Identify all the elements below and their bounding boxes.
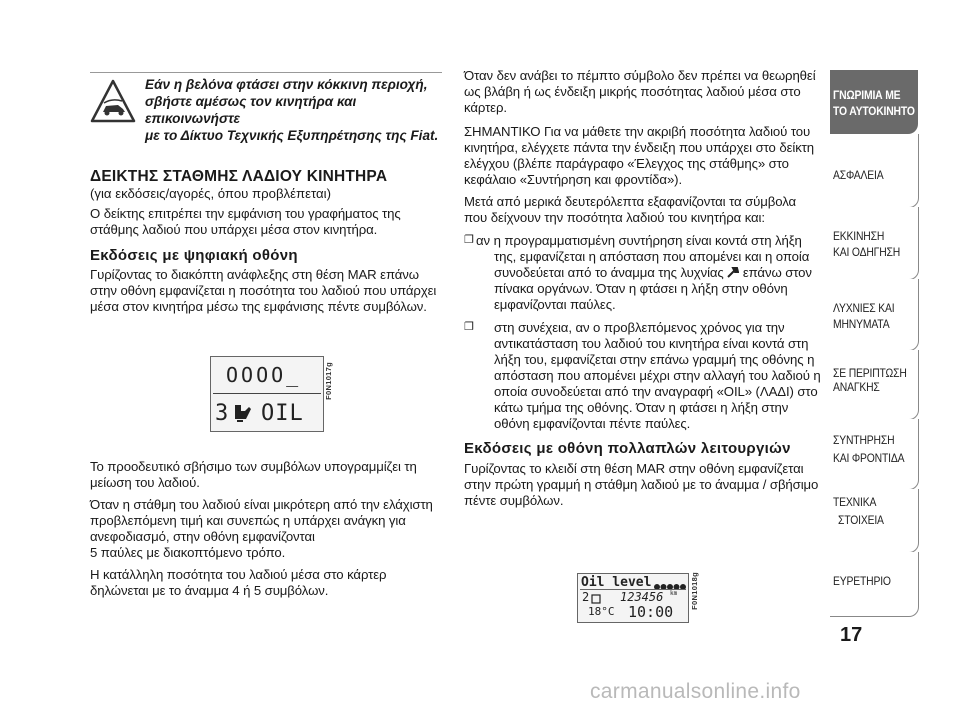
bullet-marker: ❐ (464, 234, 474, 246)
display-temperature: 18°C (588, 605, 615, 618)
text-line: πέντε συμβόλων. (464, 493, 564, 508)
wrench-icon (727, 265, 739, 280)
text-line-with-icon (476, 265, 826, 281)
tab-label: ΤΟ ΑΥΤΟΚΙΝΗΤΟ (833, 104, 915, 118)
page-number: 17 (840, 624, 863, 646)
tab-label: ΣΥΝΤΗΡΗΣΗ (833, 433, 895, 447)
text-line: στη συνέχεια, αν ο προβλεπόμενος χρόνος για την (494, 320, 785, 335)
text-line: εμφανίζονται παύλες. (494, 297, 616, 312)
text-line: Όταν δεν ανάβει το πέμπτο σύμβολο δεν πρέπει να θεωρηθεί (464, 68, 816, 83)
display-odometer: 123456 (620, 590, 664, 604)
text-line: ως βλάβη ή ως ένδειξη μικρής ποσότητας λαδιού μέσα στο (464, 84, 801, 99)
digital-line: Γυρίζοντας το διακόπτη ανάφλεξης στη θέση MAR επάνω (90, 267, 419, 282)
text-line: ελέγχου (βλέπε παράγραφο «Έλεγχος της στάθμης» στο (464, 156, 789, 171)
text-span: συνοδεύεται από το άναμμα της λυχνίας (494, 265, 724, 280)
tab-label: ΣΕ ΠΕΡΙΠΤΩΣΗ (833, 366, 907, 380)
digital-line: στην οθόνη εμφανίζεται η ποσότητα του λαδιού που υπάρχει (90, 283, 437, 298)
text-line: που δείχνουν την ποσότητα λαδιού του κινητήρα και: (464, 210, 765, 225)
text-line: αν η προγραμματισμένη συντήρηση είναι κοντά στη λήξη (476, 233, 802, 248)
intro-line: στάθμης λαδιού που υπάρχει μέσα στον κινητήρα. (90, 222, 378, 237)
multifunction-paragraph (464, 461, 824, 509)
text-line: Το προοδευτικό σβήσιμο των συμβόλων υπογραμμίζει τη (90, 459, 417, 474)
text-line: λήξη του, εμφανίζεται στην επάνω γραμμή της οθόνης η (494, 352, 815, 367)
tab-label: ΑΣΦΑΛΕΙΑ (833, 168, 884, 182)
tab-label: ΓΝΩΡΙΜΙΑ ΜΕ (833, 88, 901, 102)
sidebar-tab-starting-driving[interactable] (830, 207, 919, 280)
display-gear: 2 (582, 590, 590, 604)
text-line: δηλώνεται με το άναμμα 4 ή 5 συμβόλων. (90, 583, 329, 598)
text-span: επάνω στον (742, 265, 812, 280)
tab-label: ΕΚΚΙΝΗΣΗ (833, 229, 885, 243)
display-level-number: 3 (215, 401, 229, 426)
text-line: της, εμφανίζεται η απόσταση που απομένει και η οποία (494, 249, 810, 264)
divider-line (90, 72, 442, 73)
fifth-symbol-paragraph (464, 68, 824, 116)
text-line: κεφάλαιο «Συντήρηση και φροντίδα»). (464, 172, 683, 187)
text-line: αντικατάσταση του λαδιού του κινητήρα είναι κοντά στη (494, 336, 809, 351)
figure-code: F0N1018g (690, 572, 699, 610)
digital-line: μέσα στον κινητήρα μέσω της εμφάνισης πέντε συμβόλων. (90, 299, 427, 314)
text-line: μείωση του λαδιού. (90, 475, 200, 490)
sidebar-tab-lights-messages[interactable] (830, 279, 919, 351)
text-line: οθόνη εμφανίζονται πέντε παύλες. (494, 416, 691, 431)
after-seconds-paragraph (464, 194, 824, 226)
warning-line-1: Εάν η βελόνα φτάσει στην κόκκινη περιοχή, (145, 77, 428, 92)
text-line: ΣΗΜΑΝΤΙΚΟ Για να μάθετε την ακριβή ποσότητα λαδιού του (464, 124, 811, 139)
figure-code: F0N1017g (324, 362, 333, 400)
low-level-paragraph (90, 497, 450, 561)
display-time: 10:00 (628, 603, 674, 621)
section-title: ΔΕΙΚΤΗΣ ΣΤΑΘΜΗΣ ΛΑΔΙΟΥ ΚΙΝΗΤΗΡΑ (90, 168, 388, 185)
text-line: Μετά από μερικά δευτερόλεπτα εξαφανίζονται τα σύμβολα (464, 194, 797, 209)
warning-line-3: με το Δίκτυο Τεχνικής Εξυπηρέτησης της Fiat. (145, 128, 439, 143)
tab-label: ΤΕΧΝΙΚΑ (833, 495, 877, 509)
text-line: ανεφοδιασμό, στην οθόνη εμφανίζονται (90, 529, 315, 544)
display-oil-level-text: Oil level (581, 575, 652, 590)
tab-label: ΛΥΧΝΙΕΣ ΚΑΙ (833, 301, 895, 315)
warning-line-2: σβήστε αμέσως τον κινητήρα και επικοινωνήστε (145, 94, 357, 126)
oil-change-bullet (476, 320, 826, 432)
digital-heading: Εκδόσεις με ψηφιακή οθόνη (90, 247, 298, 264)
tab-label: ΚΑΙ ΟΔΗΓΗΣΗ (833, 245, 901, 259)
important-paragraph (464, 124, 824, 188)
text-line: 5 παύλες με διακοπτόμενο τρόπο. (90, 545, 286, 560)
display-oil-text: OIL (261, 401, 304, 426)
display-km: km (670, 590, 678, 597)
sidebar-tab-safety[interactable] (830, 134, 919, 208)
sidebar-tab-technical-data[interactable] (830, 489, 919, 553)
watermark: carmanualsonline.info (590, 680, 801, 703)
oil-can-icon (231, 401, 253, 430)
bullet-marker: ❐ (464, 321, 474, 333)
text-line: στην πρώτη γραμμή η στάθμη λαδιού με το άναμμα / σβήσιμο (464, 477, 819, 492)
sidebar-tab-maintenance[interactable] (830, 419, 919, 490)
intro-paragraph (90, 206, 450, 238)
service-bullet (476, 233, 826, 313)
text-line: Γυρίζοντας το κλειδί στη θέση MAR στην οθόνη εμφανίζεται (464, 461, 804, 476)
text-line: κάρτερ. (464, 100, 507, 115)
tab-label: ΜΗΝΥΜΑΤΑ (833, 317, 890, 331)
display-divider (213, 393, 321, 394)
text-line: πίνακα οργάνων. Όταν η φτάσει η λήξη στην οθόνη (494, 281, 788, 296)
multifunction-display-figure (577, 573, 689, 623)
multifunction-heading: Εκδόσεις με οθόνη πολλαπλών λειτουργιών (464, 440, 791, 457)
sidebar-tab-emergency[interactable] (830, 350, 919, 420)
car-warning-icon (90, 79, 136, 123)
intro-line: Ο δείκτης επιτρέπει την εμφάνιση του γραφήματος της (90, 206, 401, 221)
digital-display-figure (210, 356, 324, 432)
text-line: οποία συνοδεύεται από την αναγραφή «OIL» (ΛΑΔΙ) στο (494, 384, 818, 399)
text-line: Η κατάλληλη ποσότητα του λαδιού μέσα στο κάρτερ (90, 567, 387, 582)
adequate-level-paragraph (90, 567, 450, 599)
text-line: προβλεπόμενη τιμή και συνεπώς η υπάρχει ανάγκη για (90, 513, 406, 528)
sidebar-tab-index[interactable] (830, 552, 919, 617)
text-line: κινητήρα, ελέγχετε πάντα την ένδειξη που υπάρχει στο δείκτη (464, 140, 815, 155)
tab-label: ΚΑΙ ΦΡΟΝΤΙΔΑ (833, 451, 905, 465)
text-line: Όταν η στάθμη του λαδιού είναι μικρότερη από την ελάχιστη (90, 497, 433, 512)
section-subtitle: (για εκδόσεις/αγορές, όπου προβλέπεται) (90, 186, 331, 201)
digital-paragraph (90, 267, 450, 315)
tab-label: ΑΝΑΓΚΗΣ (833, 380, 880, 394)
tab-label: ΣΤΟΙΧΕΙΑ (838, 513, 884, 527)
tab-label: ΕΥΡΕΤΗΡΙΟ (833, 574, 891, 588)
display-top-text: OOOO_ (226, 363, 302, 387)
text-line: απόσταση που απομένει μέχρι στην αλλαγή του λαδιού η (494, 368, 821, 383)
text-line: κάτω τμήμα της οθόνης. Όταν η φτάσει η λήξη στην (494, 400, 789, 415)
fade-paragraph (90, 459, 450, 491)
sidebar-tab-getting-to-know[interactable] (830, 70, 918, 134)
warning-text (145, 76, 445, 144)
